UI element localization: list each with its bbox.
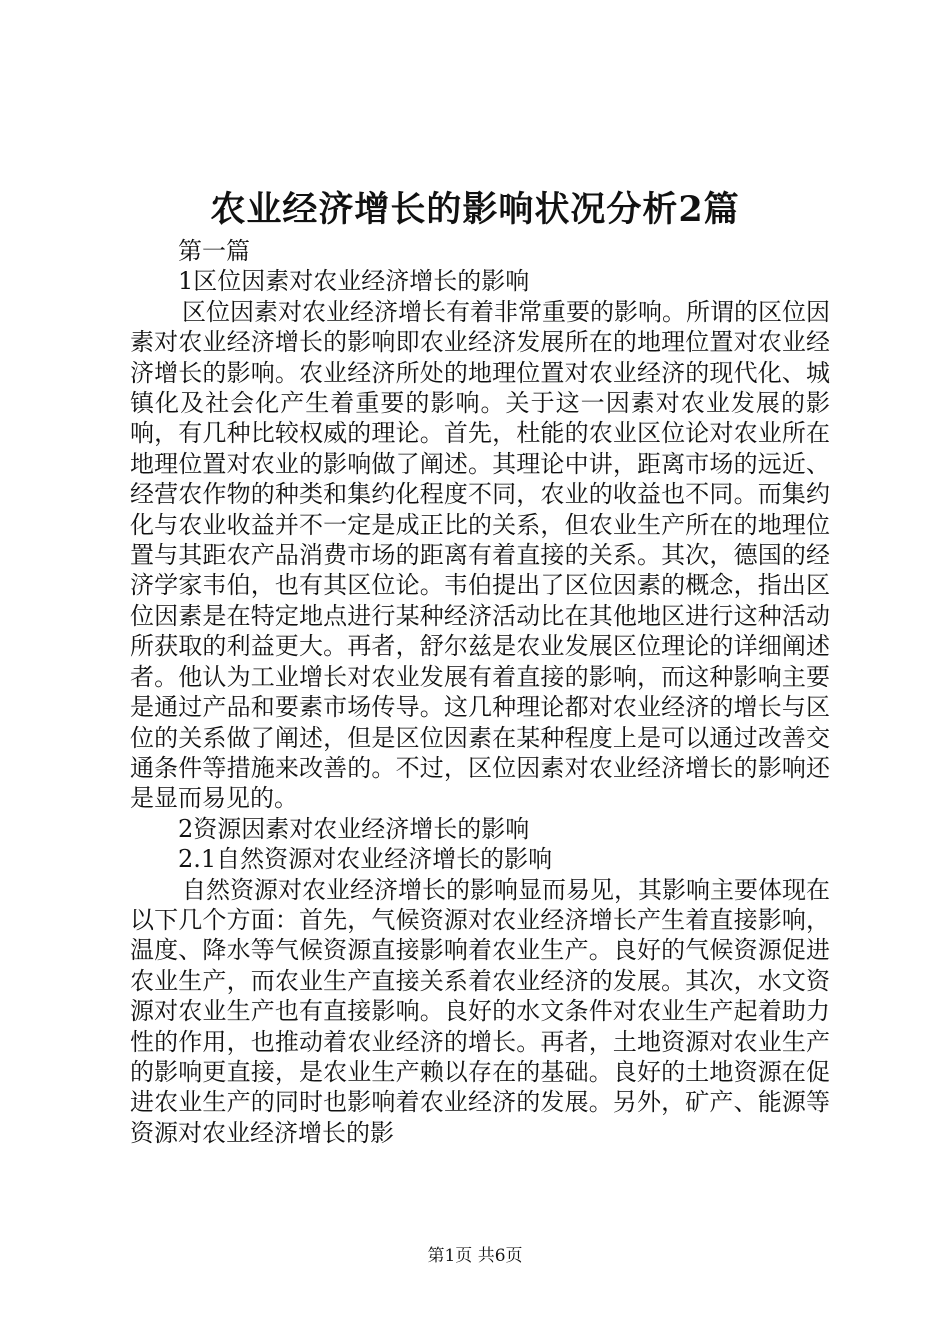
heading-2: 2资源因素对农业经济增长的影响 (178, 814, 530, 843)
paragraph-2: 自然资源对农业经济增长的影响显而易见，其影响主要体现在以下几个方面：首先，气候资源对农业经济增长产生着直接影响，温度、降水等气候资源直接影响着农业生产。良好的气候资源促进农业生产，而农业生产直接关系着农业经济的发展。其次，水文资源对农业生产也有直接影响。良好的水文条件对农业生产起着助力性的作用，也推动着农业经济的增长。再者，土地资源对农业生产的影响更直接，是农业生产赖以存在的基础。良好的土地资源在促进农业生产的同时也影响着农业经济的发展。另外，矿产、能源等资源对农业经济增长的影 (130, 875, 830, 1147)
heading-2-1: 2.1自然资源对农业经济增长的影响 (178, 845, 553, 874)
page-footer: 第1页 共6页 (427, 1246, 523, 1266)
heading-1: 1区位因素对农业经济增长的影响 (178, 267, 530, 296)
document-body (130, 236, 830, 1148)
section-label: 第一篇 (178, 237, 250, 265)
paragraph-1: 区位因素对农业经济增长有着非常重要的影响。所谓的区位因素对农业经济增长的影响即农业经济发展所在的地理位置对农业经济增长的影响。农业经济所处的地理位置对农业经济的现代化、城镇化及社会化产生着重要的影响。关于这一因素对农业发展的影响，有几种比较权威的理论。首先，杜能的农业区位论对农业所在地理位置对农业的影响做了阐述。其理论中讲，距离市场的远近、经营农作物的种类和集约化程度不同，农业的收益也不同。而集约化与农业收益并不一定是成正比的关系，但农业生产所在的地理位置与其距农产品消费市场的距离有着直接的关系。其次，德国的经济学家韦伯，也有其区位论。韦伯提出了区位因素的概念，指出区位因素是在特定地点进行某种经济活动比在其他地区进行这种活动所获取的利益更大。再者，舒尔兹是农业发展区位理论的详细阐述者。他认为工业增长对农业发展有着直接的影响，而这种影响主要是通过产品和要素市场传导。这几种理论都对农业经济的增长与区位的关系做了阐述，但是区位因素在某种程度上是可以通过改善交通条件等措施来改善的。不过，区位因素对农业经济增长的影响还是显而易见的。 (130, 297, 830, 813)
document-title: 农业经济增长的影响状况分析2篇 (210, 189, 740, 230)
